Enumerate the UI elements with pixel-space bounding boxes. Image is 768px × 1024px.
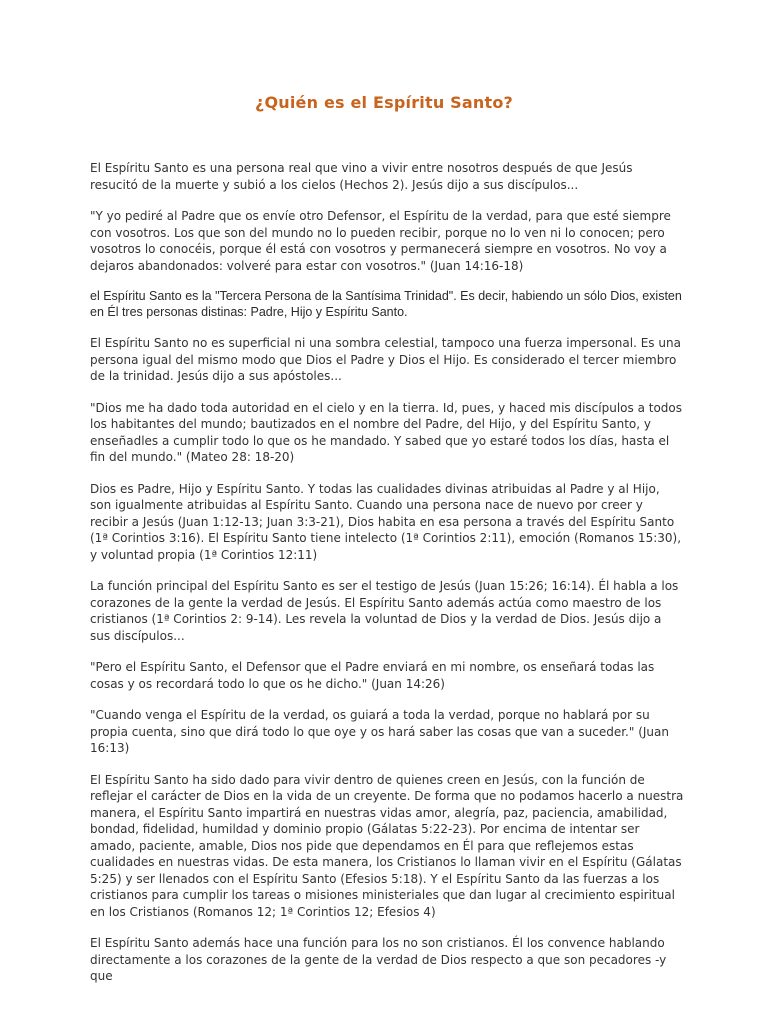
paragraph-non-christians: El Espíritu Santo además hace una función para los no son cristianos. Él los convence hablando directamente a los corazones de la gente de la verdad de Dios respecto a que son pecadores -y que [90, 936, 667, 983]
paragraph-attributes: Dios es Padre, Hijo y Espíritu Santo. Y todas las cualidades divinas atribuidas al Padre y al Hijo, son igualmente atribuidas al Espíritu Santo. Cuando una persona nace de nuevo por creer y recibir a Jesús (Juan 1:12-13; Juan 3:3-21), Dios habita en esa persona a través del Espíritu Santo (1ª Corintios 3:16). El Espíritu Santo tiene intelecto (1ª Corintios 2:11), emoción (Romanos 15:30), y voluntad propia (1ª Corintios 12:11) [90, 481, 682, 562]
paragraph-trinity: el Espíritu Santo es la "Tercera Persona de la Santísima Trinidad". Es decir, habiendo un sólo Dios, existen en Él tres personas distinas: Padre, Hijo y Espíritu Santo. [90, 289, 682, 319]
paragraph-function: La función principal del Espíritu Santo es ser el testigo de Jesús (Juan 15:26; 16:14). Él habla a los corazones de la gente la verdad de Jesús. El Espíritu Santo además actúa como maestro de los cristianos (1ª Corintios 2: 9-14). Les revela la voluntad de Dios y la verdad de Dios. Jesús dijo a sus discípulos... [90, 579, 679, 643]
quote-mateo-28: "Dios me ha dado toda autoridad en el cielo y en la tierra. Id, pues, y haced mis discípulos a todos los habitantes del mundo; bautizados en el nombre del Padre, del Hijo, y del Espíritu Santo, y enseñadles a cumplir todo lo que os he mandado. Y sabed que yo estaré todos los días, hasta el fin del mundo." (Mateo 28: 18-20) [90, 400, 683, 464]
paragraph-person: El Espíritu Santo no es superficial ni una sombra celestial, tampoco una fuerza impersonal. Es una persona igual del mismo modo que Dios el Padre y Dios el Hijo. Es considerado el tercer miembro de la trinidad. Jesús dijo a sus apóstoles... [90, 336, 681, 383]
quote-juan-16-13: "Cuando venga el Espíritu de la verdad, os guiará a toda la verdad, porque no hablará por su propia cuenta, sino que dirá todo lo que oye y os hará saber las cosas que van a suceder." (Juan 16:13) [90, 708, 669, 755]
paragraph-believers: El Espíritu Santo ha sido dado para vivir dentro de quienes creen en Jesús, con la función de reflejar el carácter de Dios en la vida de un creyente. De forma que no podamos hacerlo a nuestra manera, el Espíritu Santo impartirá en nuestras vidas amor, alegría, paz, paciencia, amabilidad, bondad, fidelidad, humildad y dominio propio (Gálatas 5:22-23). Por encima de intentar ser amado, paciente, amable, Dios nos pide que dependamos en Él para que reflejemos estas cualidades en nuestras vidas. De esta manera, los Cristianos lo llaman vivir en el Espíritu (Gálatas 5:25) y ser llenados con el Espíritu Santo (Efesios 5:18). Y el Espíritu Santo da las fuerzas a los cristianos para cumplir los tareas o misiones ministeriales que dan lugar al crecimiento espiritual en los Cristianos (Romanos 12; 1ª Corintios 12; Efesios 4) [90, 772, 684, 919]
quote-juan-14-26: "Pero el Espíritu Santo, el Defensor que el Padre enviará en mi nombre, os enseñará todas las cosas y os recordará todo lo que os he dicho." (Juan 14:26) [90, 660, 655, 691]
quote-juan-14-16: "Y yo pediré al Padre que os envíe otro Defensor, el Espíritu de la verdad, para que esté siempre con vosotros. Los que son del mundo no lo pueden recibir, porque no lo ven ni lo conocen; pero vosotros lo conocéis, porque él está con vosotros y permanecerá siempre en vosotros. No voy a dejaros abandonados: volveré para estar con vosotros." (Juan 14:16-18) [90, 209, 671, 273]
page-title: ¿Quién es el Espíritu Santo? [254, 93, 514, 112]
article-body [90, 160, 684, 1000]
paragraph-intro: El Espíritu Santo es una persona real que vino a vivir entre nosotros después de que Jesús resucitó de la muerte y subió a los cielos (Hechos 2). Jesús dijo a sus discípulos... [90, 161, 633, 192]
